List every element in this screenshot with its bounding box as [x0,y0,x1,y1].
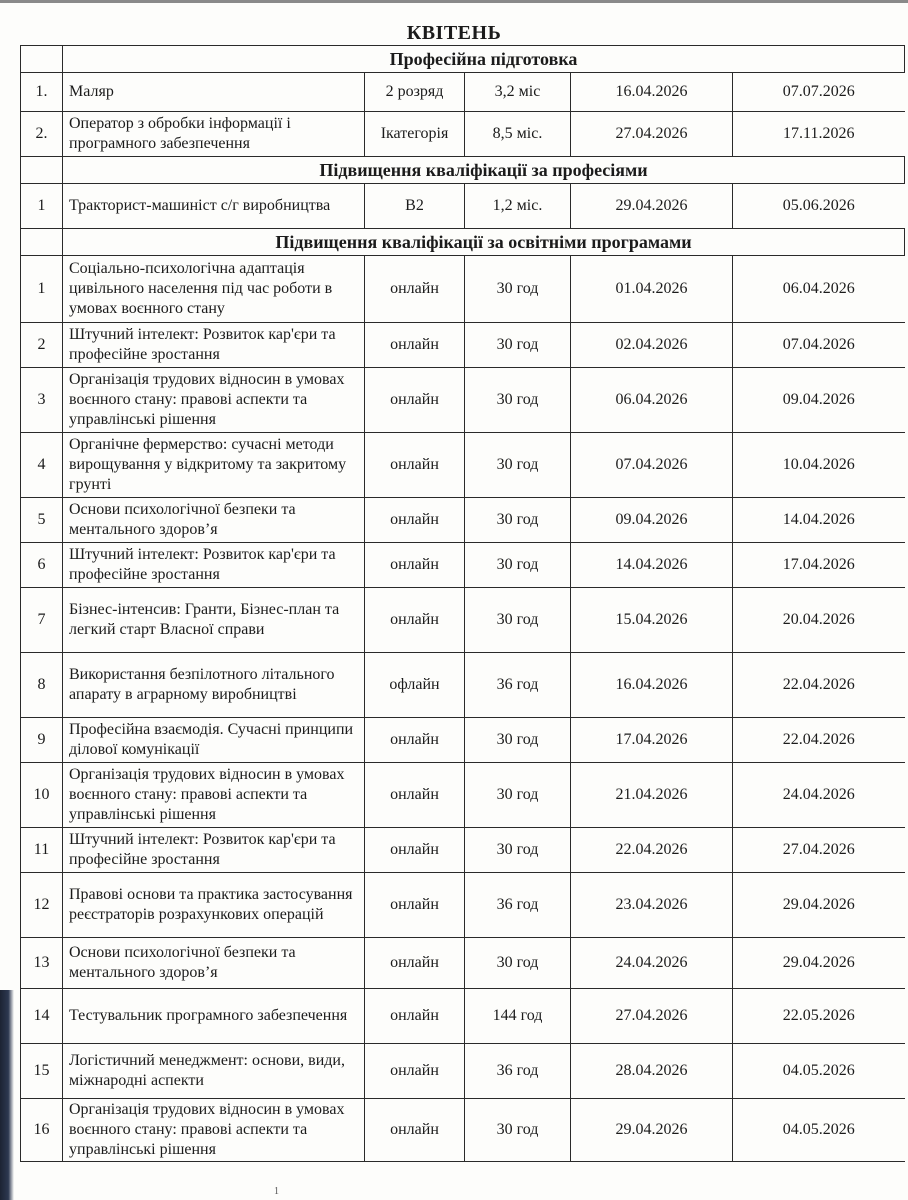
course-format: онлайн [365,1044,465,1099]
table-row [21,73,905,112]
start-date: 17.04.2026 [571,718,733,763]
row-number: 4 [21,433,63,498]
course-name: Правові основи та практика застосування реєстраторів розрахункових операцій [63,873,365,938]
course-duration: 36 год [465,873,571,938]
course-name: Логістичний менеджмент: основи, види, міжнародні аспекти [63,1044,365,1099]
end-date: 17.04.2026 [733,543,905,588]
row-number: 1 [21,256,63,323]
row-number: 7 [21,588,63,653]
start-date: 28.04.2026 [571,1044,733,1099]
course-format: онлайн [365,989,465,1044]
start-date: 16.04.2026 [571,653,733,718]
course-format: онлайн [365,323,465,368]
table-row [21,433,905,498]
scan-left-shadow [0,990,14,1200]
row-number: 9 [21,718,63,763]
course-duration: 30 год [465,828,571,873]
course-name: Організація трудових відносин в умовах воєнного стану: правові аспекти та управлінські рішення [63,763,365,828]
start-date: 29.04.2026 [571,184,733,229]
course-name: Штучний інтелект: Розвиток кар'єри та професійне зростання [63,323,365,368]
section-header-row [21,46,905,73]
row-number: 14 [21,989,63,1044]
row-number: 12 [21,873,63,938]
end-date: 07.07.2026 [733,73,905,112]
end-date: 29.04.2026 [733,938,905,989]
blank-cell [21,157,63,184]
course-duration: 30 год [465,718,571,763]
course-name: Органічне фермерство: сучасні методи вирощування у відкритому та закритому грунті [63,433,365,498]
course-format: онлайн [365,718,465,763]
start-date: 29.04.2026 [571,1099,733,1162]
course-duration: 30 год [465,763,571,828]
course-duration: 30 год [465,543,571,588]
course-duration: 1,2 міс. [465,184,571,229]
end-date: 22.05.2026 [733,989,905,1044]
start-date: 23.04.2026 [571,873,733,938]
table-row [21,112,905,157]
course-format: 2 розряд [365,73,465,112]
row-number: 1. [21,73,63,112]
table-row [21,1044,905,1099]
table-row [21,543,905,588]
table-row [21,718,905,763]
end-date: 07.04.2026 [733,323,905,368]
course-name: Професійна взаємодія. Сучасні принципи ділової комунікації [63,718,365,763]
course-name: Тракторист-машиніст с/г виробництва [63,184,365,229]
table-row [21,588,905,653]
scan-top-edge [0,0,908,3]
row-number: 3 [21,368,63,433]
start-date: 16.04.2026 [571,73,733,112]
row-number: 15 [21,1044,63,1099]
course-name: Штучний інтелект: Розвиток кар'єри та професійне зростання [63,828,365,873]
start-date: 06.04.2026 [571,368,733,433]
course-duration: 30 год [465,498,571,543]
course-name: Основи психологічної безпеки та ментального здоров’я [63,498,365,543]
row-number: 1 [21,184,63,229]
section-header-row [21,157,905,184]
table-row [21,938,905,989]
course-format: онлайн [365,498,465,543]
section-heading: Підвищення кваліфікації за професіями [63,157,905,184]
course-name: Використання безпілотного літального апарату в аграрному виробництві [63,653,365,718]
course-duration: 30 год [465,323,571,368]
row-number: 13 [21,938,63,989]
end-date: 22.04.2026 [733,718,905,763]
page-title: КВІТЕНЬ [406,22,502,44]
course-format: онлайн [365,256,465,323]
start-date: 09.04.2026 [571,498,733,543]
end-date: 27.04.2026 [733,828,905,873]
start-date: 27.04.2026 [571,989,733,1044]
course-format: В2 [365,184,465,229]
course-duration: 30 год [465,1099,571,1162]
course-duration: 36 год [465,1044,571,1099]
table-row [21,653,905,718]
course-name: Бізнес-інтенсив: Гранти, Бізнес-план та легкий старт Власної справи [63,588,365,653]
course-format: онлайн [365,873,465,938]
start-date: 24.04.2026 [571,938,733,989]
start-date: 01.04.2026 [571,256,733,323]
course-duration: 3,2 міс [465,73,571,112]
start-date: 07.04.2026 [571,433,733,498]
start-date: 02.04.2026 [571,323,733,368]
start-date: 15.04.2026 [571,588,733,653]
course-duration: 30 год [465,433,571,498]
course-format: онлайн [365,588,465,653]
start-date: 22.04.2026 [571,828,733,873]
course-duration: 30 год [465,588,571,653]
course-name: Організація трудових відносин в умовах воєнного стану: правові аспекти та управлінські рішення [63,1099,365,1162]
table-row [21,323,905,368]
end-date: 22.04.2026 [733,653,905,718]
end-date: 09.04.2026 [733,368,905,433]
row-number: 8 [21,653,63,718]
course-format: онлайн [365,543,465,588]
row-number: 2. [21,112,63,157]
row-number: 10 [21,763,63,828]
row-number: 5 [21,498,63,543]
course-duration: 30 год [465,368,571,433]
row-number: 11 [21,828,63,873]
end-date: 10.04.2026 [733,433,905,498]
course-duration: 30 год [465,256,571,323]
table-row [21,873,905,938]
course-format: онлайн [365,828,465,873]
table-row [21,498,905,543]
course-format: Ікатегорія [365,112,465,157]
course-name: Організація трудових відносин в умовах воєнного стану: правові аспекти та управлінські рішення [63,368,365,433]
row-number: 2 [21,323,63,368]
schedule-table [20,45,905,1162]
course-format: онлайн [365,763,465,828]
section-heading: Професійна підготовка [63,46,905,73]
course-duration: 30 год [465,938,571,989]
course-name: Маляр [63,73,365,112]
table-row [21,989,905,1044]
end-date: 24.04.2026 [733,763,905,828]
row-number: 6 [21,543,63,588]
start-date: 14.04.2026 [571,543,733,588]
start-date: 27.04.2026 [571,112,733,157]
table-row [21,763,905,828]
course-format: офлайн [365,653,465,718]
course-name: Основи психологічної безпеки та ментального здоров’я [63,938,365,989]
end-date: 04.05.2026 [733,1044,905,1099]
section-heading: Підвищення кваліфікації за освітніми програмами [63,229,905,256]
course-format: онлайн [365,938,465,989]
course-duration: 8,5 міс. [465,112,571,157]
end-date: 06.04.2026 [733,256,905,323]
section-header-row [21,229,905,256]
end-date: 17.11.2026 [733,112,905,157]
course-format: онлайн [365,368,465,433]
table-row [21,256,905,323]
course-format: онлайн [365,433,465,498]
table-row [21,828,905,873]
end-date: 20.04.2026 [733,588,905,653]
course-name: Тестувальник програмного забезпечення [63,989,365,1044]
course-name: Штучний інтелект: Розвиток кар'єри та професійне зростання [63,543,365,588]
course-name: Оператор з обробки інформації і програмного забезпечення [63,112,365,157]
course-name: Соціально-психологічна адаптація цивільного населення під час роботи в умовах воєнного стану [63,256,365,323]
course-duration: 36 год [465,653,571,718]
blank-cell [21,229,63,256]
end-date: 05.06.2026 [733,184,905,229]
table-row [21,368,905,433]
start-date: 21.04.2026 [571,763,733,828]
end-date: 14.04.2026 [733,498,905,543]
course-format: онлайн [365,1099,465,1162]
table-row [21,184,905,229]
end-date: 04.05.2026 [733,1099,905,1162]
course-duration: 144 год [465,989,571,1044]
row-number: 16 [21,1099,63,1162]
blank-cell [21,46,63,73]
page-mark: 1 [274,1186,279,1197]
end-date: 29.04.2026 [733,873,905,938]
table-row [21,1099,905,1162]
